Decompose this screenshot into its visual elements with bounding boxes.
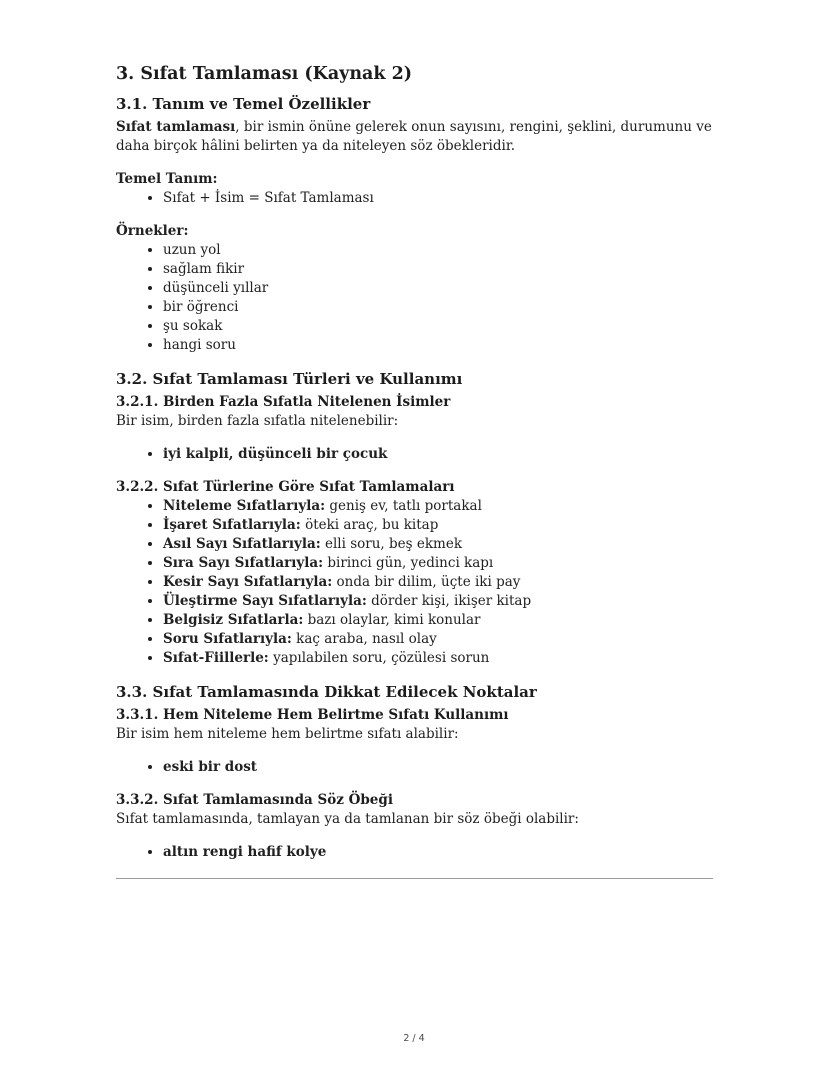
list-item	[163, 497, 713, 516]
section-3-2-2-heading: 3.2.2. Sıfat Türlerine Göre Sıfat Tamlamaları	[116, 479, 455, 495]
section-3-3-2-heading: 3.3.2. Sıfat Tamlamasında Söz Öbeği	[116, 792, 393, 808]
ornekler-label: Örnekler:	[116, 223, 189, 239]
section-3-3-2-para: Sıfat tamlamasında, tamlayan ya da tamlanan bir söz öbeği olabilir:	[116, 811, 579, 827]
item-text: birinci gün, yedinci kapı	[323, 555, 494, 571]
list-item: • düşünceli yıllar	[163, 279, 713, 298]
item-text: kaç araba, nasıl olay	[291, 631, 437, 647]
intro-bold-term: Sıfat tamlaması	[116, 119, 236, 135]
section-3-3-1-para: Bir isim hem niteleme hem belirtme sıfatı alabilir:	[116, 726, 459, 742]
item-text: onda bir dilim, üçte iki pay	[332, 574, 521, 590]
list-item: • hangi soru	[163, 336, 713, 355]
item-label: Sıfat-Fiillerle:	[163, 650, 269, 666]
item-text: elli soru, beş ekmek	[320, 536, 463, 552]
list-item	[163, 554, 713, 573]
item-label: Üleştirme Sayı Sıfatlarıyla:	[163, 593, 367, 609]
list-item: • şu sokak	[163, 317, 713, 336]
section-3-2-heading: 3.2. Sıfat Tamlaması Türleri ve Kullanımı	[116, 370, 463, 388]
list-item: • Sıfat + İsim = Sıfat Tamlaması	[163, 189, 713, 208]
section-3-1-heading: 3.1. Tanım ve Temel Özellikler	[116, 95, 371, 113]
item-text: bazı olaylar, kimi konular	[303, 612, 481, 628]
list-item	[163, 611, 713, 630]
section-3-3-heading: 3.3. Sıfat Tamlamasında Dikkat Edilecek Noktalar	[116, 683, 537, 701]
item-label: Kesir Sayı Sıfatlarıyla:	[163, 574, 333, 590]
list-item	[163, 516, 713, 535]
list-item	[163, 592, 713, 611]
list-item	[163, 573, 713, 592]
document-content	[116, 63, 713, 879]
list-item: • uzun yol	[163, 241, 713, 260]
section-3-1-intro	[116, 118, 713, 156]
item-label: Sıra Sayı Sıfatlarıyla:	[163, 555, 324, 571]
sifat-turleri-list	[116, 497, 713, 668]
item-text: dörder kişi, ikişer kitap	[366, 593, 532, 609]
section-3-3-1-example-list	[116, 758, 713, 777]
item-label: Soru Sıfatlarıyla:	[163, 631, 292, 647]
list-item	[163, 649, 713, 668]
list-item: • iyi kalpli, düşünceli bir çocuk	[163, 445, 713, 464]
list-item: • altın rengi hafif kolye	[163, 843, 713, 862]
temel-tanim-label: Temel Tanım:	[116, 171, 218, 187]
ornekler-list	[116, 241, 713, 355]
item-label: Asıl Sayı Sıfatlarıyla:	[163, 536, 321, 552]
item-text: geniş ev, tatlı portakal	[325, 498, 482, 514]
section-3-3-2-example-list	[116, 843, 713, 862]
section-3-2-1-para: Bir isim, birden fazla sıfatla nitelenebilir:	[116, 413, 399, 429]
list-item	[163, 535, 713, 554]
item-text: öteki araç, bu kitap	[300, 517, 439, 533]
temel-tanim-list	[116, 189, 713, 208]
list-item: • sağlam fikir	[163, 260, 713, 279]
section-3-2-1-example-list	[116, 445, 713, 464]
list-item: • eski bir dost	[163, 758, 713, 777]
section-3-2-1-heading: 3.2.1. Birden Fazla Sıfatla Nitelenen İsimler	[116, 394, 451, 410]
list-item: • bir öğrenci	[163, 298, 713, 317]
item-label: İşaret Sıfatlarıyla:	[163, 517, 301, 533]
page-number: 2 / 4	[403, 1033, 425, 1044]
item-text: yapılabilen soru, çözülesi sorun	[268, 650, 490, 666]
section-3-3-1-heading: 3.3.1. Hem Niteleme Hem Belirtme Sıfatı Kullanımı	[116, 707, 509, 723]
document-title: 3. Sıfat Tamlaması (Kaynak 2)	[116, 64, 413, 84]
item-label: Belgisiz Sıfatlarla:	[163, 612, 304, 628]
list-item	[163, 630, 713, 649]
section-divider	[116, 878, 713, 879]
intro-rest-text: , bir ismin önüne gelerek onun sayısını, rengini, şeklini, durumunu ve daha birçok hâlini belirten ya da niteleyen söz öbekleridir.	[116, 119, 712, 154]
item-label: Niteleme Sıfatlarıyla:	[163, 498, 326, 514]
